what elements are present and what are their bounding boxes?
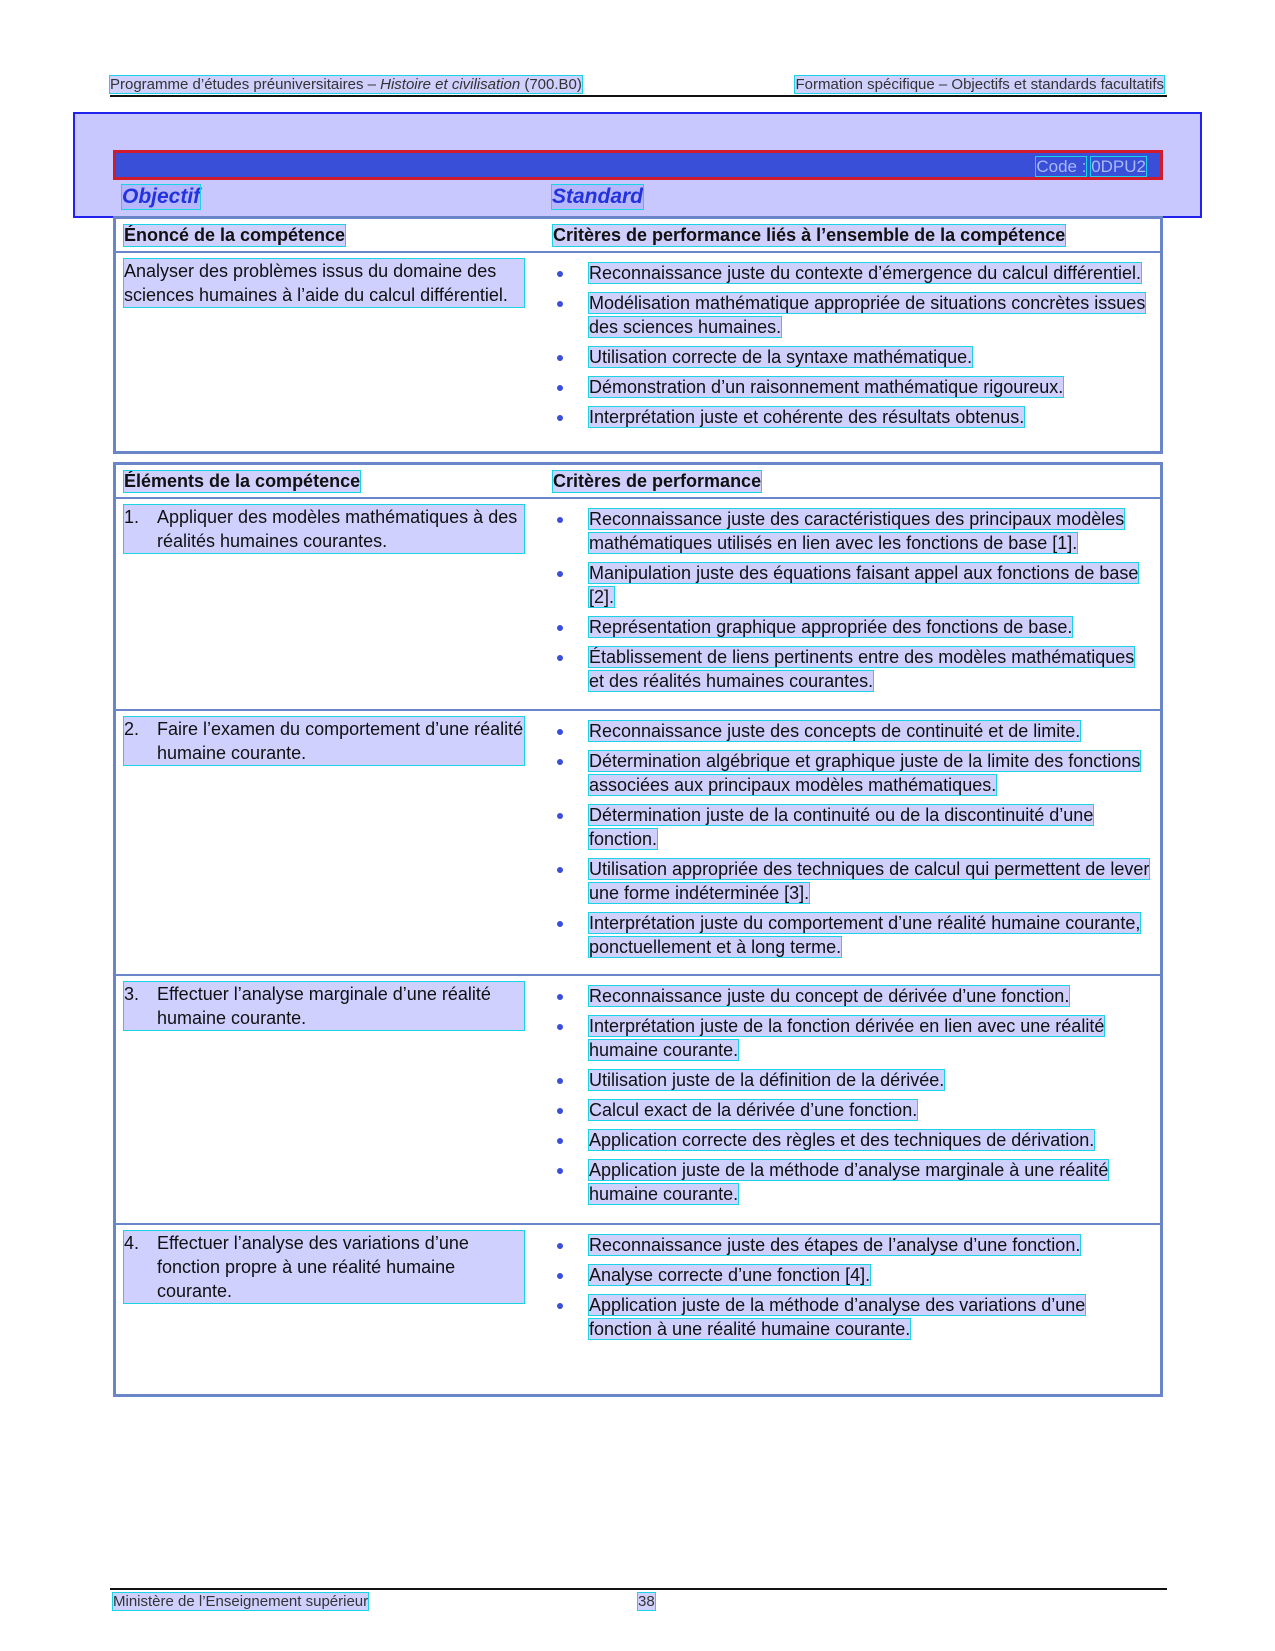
bullet-icon [557, 271, 563, 277]
criterion-item [553, 803, 1153, 851]
criterion-text: Démonstration d’un raisonnement mathématique rigoureux. [589, 377, 1064, 397]
elements-table [113, 462, 1163, 1397]
competence-table [113, 216, 1163, 454]
element-statement [124, 717, 524, 765]
criterion-item [553, 749, 1153, 797]
header-suffix: (700.B0) [520, 76, 582, 93]
bullet-icon [557, 1303, 563, 1309]
code-text [1036, 157, 1146, 177]
criterion-item [553, 1263, 1153, 1287]
element-number: 2. [124, 719, 140, 739]
bullet-icon [557, 385, 563, 391]
code-bar [113, 150, 1163, 180]
element-criteria [553, 984, 1153, 1212]
bullet-icon [557, 355, 563, 361]
element-text: Effectuer l’analyse des variations d’une fonction propre à une réalité humaine courante. [124, 1231, 524, 1303]
criterion-item [553, 291, 1153, 339]
running-header [110, 76, 1164, 94]
criterion-text: Détermination algébrique et graphique juste de la limite des fonctions associées aux principaux modèles mathématiques. [589, 751, 1141, 795]
competence-statement-text: Analyser des problèmes issus du domaine des sciences humaines à l’aide du calcul différentiel. [124, 259, 524, 307]
bullet-icon [557, 921, 563, 927]
criterion-text: Interprétation juste et cohérente des résultats obtenus. [589, 407, 1025, 427]
criterion-text: Application juste de la méthode d’analyse des variations d’une fonction à une réalité humaine courante. [589, 1295, 1086, 1339]
criterion-item [553, 507, 1153, 555]
criterion-item [553, 405, 1153, 429]
competence-header-left: Énoncé de la compétence [124, 225, 346, 245]
criterion-text: Établissement de liens pertinents entre des modèles mathématiques et des réalités humaines courantes. [589, 647, 1135, 691]
element-row [116, 1225, 1160, 1370]
bullet-icon [557, 1168, 563, 1174]
footer-organization: Ministère de l’Enseignement supérieur [113, 1593, 369, 1610]
criterion-text: Représentation graphique appropriée des fonctions de base. [589, 617, 1073, 637]
element-row [116, 976, 1160, 1225]
criterion-item [553, 1233, 1153, 1257]
criterion-item [553, 1098, 1153, 1122]
element-text: Faire l’examen du comportement d’une réalité humaine courante. [124, 717, 524, 765]
element-number: 4. [124, 1233, 140, 1253]
footer-divider [110, 1588, 1167, 1590]
criterion-item [553, 1128, 1153, 1152]
criterion-item [553, 261, 1153, 285]
bullet-icon [557, 729, 563, 735]
bullet-icon [557, 1273, 563, 1279]
bullet-icon [557, 415, 563, 421]
competence-statement [124, 259, 524, 307]
bullet-icon [557, 301, 563, 307]
criterion-text: Reconnaissance juste des étapes de l’analyse d’une fonction. [589, 1235, 1081, 1255]
bullet-icon [557, 517, 563, 523]
code-label: Code : [1036, 157, 1087, 176]
competence-criteria [553, 261, 1153, 435]
criterion-text: Détermination juste de la continuité ou de la discontinuité d’une fonction. [589, 805, 1094, 849]
element-number: 3. [124, 984, 140, 1004]
criterion-text: Application correcte des règles et des techniques de dérivation. [589, 1130, 1095, 1150]
elements-header-row [116, 465, 1160, 499]
competence-row [116, 253, 1160, 449]
bullet-icon [557, 994, 563, 1000]
header-section: Formation spécifique – Objectifs et standards facultatifs [795, 76, 1164, 93]
bullet-icon [557, 1078, 563, 1084]
criterion-text: Application juste de la méthode d’analyse marginale à une réalité humaine courante. [589, 1160, 1109, 1204]
criterion-item [553, 857, 1153, 905]
header-program [110, 76, 582, 93]
header-program-name: Histoire et civilisation [380, 76, 521, 93]
bullet-icon [557, 867, 563, 873]
criterion-text: Reconnaissance juste du contexte d’émergence du calcul différentiel. [589, 263, 1142, 283]
objectif-title: Objectif [122, 185, 201, 208]
page-number: 38 [638, 1593, 655, 1610]
element-row [116, 499, 1160, 711]
criterion-item [553, 375, 1153, 399]
competence-header-row [116, 219, 1160, 253]
criterion-item [553, 1014, 1153, 1062]
header-divider [110, 95, 1167, 97]
criterion-item [553, 561, 1153, 609]
element-criteria [553, 719, 1153, 965]
criterion-text: Reconnaissance juste des caractéristiques des principaux modèles mathématiques utilisés en lien avec les fonctions de base [1]. [589, 509, 1125, 553]
criterion-item [553, 719, 1153, 743]
elements-header-left: Éléments de la compétence [124, 471, 361, 491]
element-row [116, 711, 1160, 976]
bullet-icon [557, 759, 563, 765]
criterion-item [553, 645, 1153, 693]
bullet-icon [557, 1024, 563, 1030]
bullet-icon [557, 1138, 563, 1144]
criterion-text: Interprétation juste du comportement d’une réalité humaine courante, ponctuellement et à long terme. [589, 913, 1141, 957]
criterion-item [553, 615, 1153, 639]
criterion-text: Utilisation correcte de la syntaxe mathématique. [589, 347, 973, 367]
element-criteria [553, 507, 1153, 699]
criterion-text: Utilisation juste de la définition de la dérivée. [589, 1070, 945, 1090]
bullet-icon [557, 813, 563, 819]
criterion-text: Calcul exact de la dérivée d’une fonction. [589, 1100, 918, 1120]
page-footer [113, 1593, 653, 1611]
element-statement [124, 982, 524, 1030]
element-statement [124, 505, 524, 553]
bullet-icon [557, 1243, 563, 1249]
elements-header-right: Critères de performance [553, 471, 762, 491]
bullet-icon [557, 655, 563, 661]
standard-title: Standard [552, 185, 644, 208]
bullet-icon [557, 1108, 563, 1114]
criterion-item [553, 1158, 1153, 1206]
criterion-text: Modélisation mathématique appropriée de situations concrètes issues des sciences humaines. [589, 293, 1146, 337]
criterion-item [553, 1068, 1153, 1092]
criterion-text: Analyse correcte d’une fonction [4]. [589, 1265, 871, 1285]
criterion-item [553, 911, 1153, 959]
criterion-item [553, 984, 1153, 1008]
code-value: 0DPU2 [1091, 157, 1146, 176]
criterion-text: Manipulation juste des équations faisant appel aux fonctions de base [2]. [589, 563, 1139, 607]
criterion-text: Interprétation juste de la fonction dérivée en lien avec une réalité humaine courante. [589, 1016, 1105, 1060]
header-prefix: Programme d’études préuniversitaires – [110, 76, 381, 93]
element-number: 1. [124, 507, 140, 527]
criterion-item [553, 1293, 1153, 1341]
bullet-icon [557, 625, 563, 631]
element-statement [124, 1231, 524, 1303]
criterion-text: Utilisation appropriée des techniques de calcul qui permettent de lever une forme indéterminée [3]. [589, 859, 1150, 903]
criterion-item [553, 345, 1153, 369]
criterion-text: Reconnaissance juste des concepts de continuité et de limite. [589, 721, 1081, 741]
bullet-icon [557, 571, 563, 577]
criterion-text: Reconnaissance juste du concept de dérivée d’une fonction. [589, 986, 1070, 1006]
element-criteria [553, 1233, 1153, 1347]
competence-header-right: Critères de performance liés à l’ensemble de la compétence [553, 225, 1066, 245]
element-text: Effectuer l’analyse marginale d’une réalité humaine courante. [124, 982, 524, 1030]
element-text: Appliquer des modèles mathématiques à des réalités humaines courantes. [124, 505, 524, 553]
